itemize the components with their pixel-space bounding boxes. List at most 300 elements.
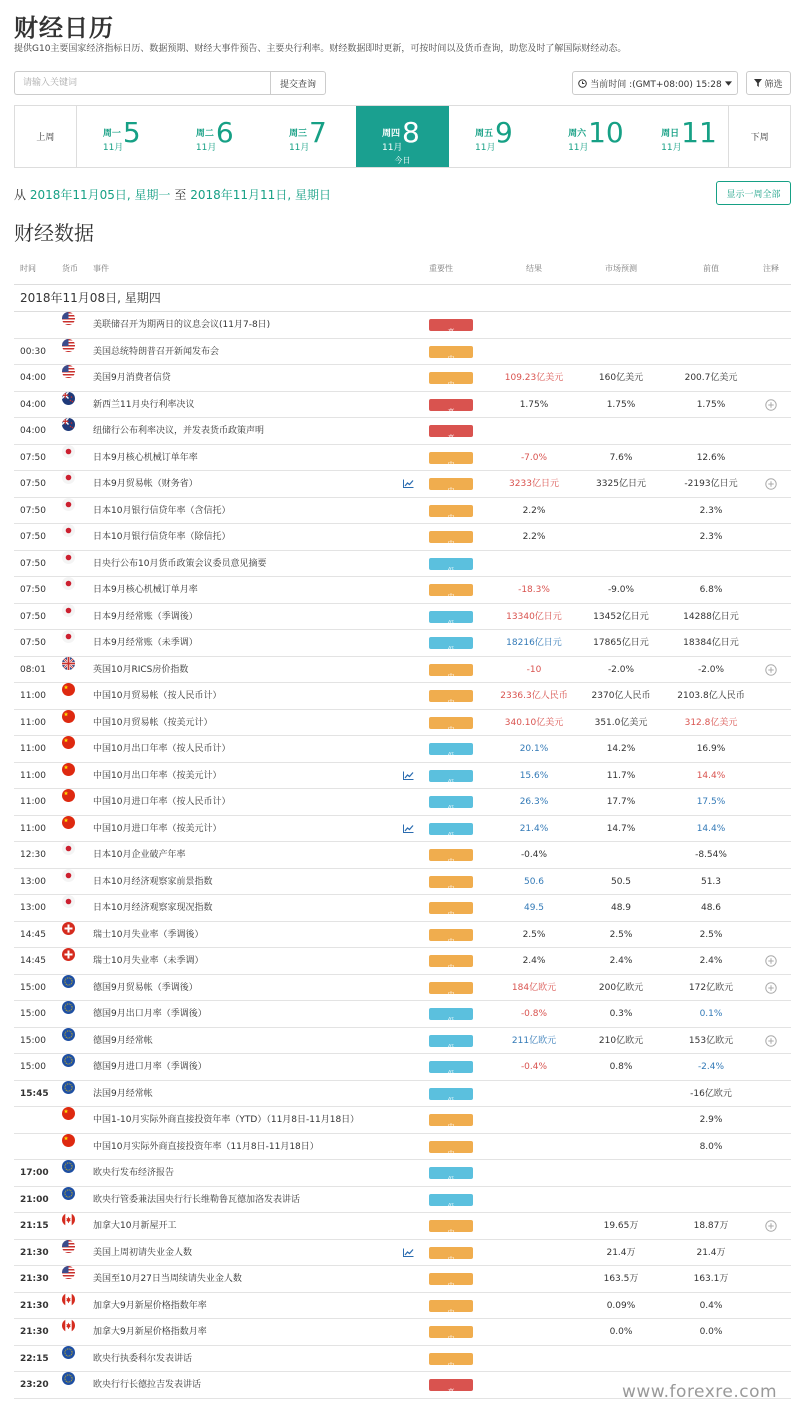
table-row <box>14 895 791 922</box>
importance-badge: 中 <box>429 478 473 490</box>
forecast-value: 163.5万 <box>603 1274 639 1284</box>
day-month: 11月 <box>661 143 682 153</box>
eu-flag-icon <box>62 1346 75 1359</box>
importance-badge: 中 <box>429 1273 473 1285</box>
importance-badge: 中 <box>429 876 473 888</box>
result-value: -18.3% <box>518 585 550 595</box>
table-row <box>14 842 791 869</box>
result-value: 2336.3亿人民币 <box>500 691 568 701</box>
event-name: 日本9月贸易帐（财务省） <box>93 479 198 489</box>
filter-button[interactable] <box>746 71 791 95</box>
eu-flag-icon <box>62 1001 75 1014</box>
importance-badge: 中 <box>429 1247 473 1259</box>
importance-badge: 中 <box>429 531 473 543</box>
table-row <box>14 1160 791 1187</box>
table-row <box>14 1134 791 1161</box>
day-number: 8 <box>401 116 420 149</box>
importance-cell <box>429 551 473 577</box>
event-name: 瑞士10月失业率（季调後） <box>93 929 204 940</box>
table-header <box>14 263 791 276</box>
previous-value: 0.1% <box>699 1009 723 1019</box>
clock-icon <box>578 79 587 88</box>
previous-value: 2103.8亿人民币 <box>677 691 745 701</box>
event-time: 15:00 <box>20 982 46 993</box>
forecast-value: 19.65万 <box>603 1221 639 1231</box>
table-row <box>14 630 791 657</box>
event-name: 加拿大10月新屋开工 <box>93 1221 177 1231</box>
table-row <box>14 339 791 366</box>
ch-flag-icon <box>62 922 75 935</box>
event-time: 11:00 <box>20 770 46 781</box>
event-time: 22:15 <box>20 1353 49 1364</box>
importance-cell <box>429 392 473 418</box>
event-name: 日本10月银行信贷年率（除信托） <box>93 532 231 542</box>
event-time: 07:50 <box>20 505 46 516</box>
day-tab-wed[interactable] <box>263 106 356 167</box>
event-name: 加拿大9月新屋价格指数年率 <box>93 1300 207 1311</box>
forecast-value: 2.5% <box>609 929 633 940</box>
event-name: 日本10月银行信贷年率（含信托） <box>93 505 231 516</box>
date-range <box>14 186 331 203</box>
eu-flag-icon <box>62 1081 75 1094</box>
day-number: 10 <box>588 116 624 149</box>
previous-value: 2.5% <box>699 929 723 940</box>
event-time: 07:50 <box>20 638 46 648</box>
importance-badge: 中 <box>429 717 473 729</box>
cn-flag-icon <box>62 736 75 749</box>
importance-cell <box>429 683 473 709</box>
day-month: 11月 <box>102 143 124 153</box>
eu-flag-icon <box>62 1187 75 1200</box>
event-time: 17:00 <box>20 1168 49 1178</box>
event-name: 中国10月贸易帐（按人民币计） <box>93 691 222 701</box>
result-value: 2.4% <box>522 956 546 966</box>
forecast-value: 14.2% <box>606 744 636 754</box>
event-time: 07:50 <box>20 452 46 463</box>
next-week-button[interactable]: 下周 <box>728 106 790 167</box>
event-name: 美国9月消费者信贷 <box>93 373 171 383</box>
day-tab-mon[interactable] <box>77 106 170 167</box>
table-row <box>14 710 791 737</box>
jp-flag-icon <box>62 895 75 908</box>
table-row <box>14 789 791 816</box>
importance-cell <box>429 604 473 630</box>
day-month: 11月 <box>381 143 403 153</box>
importance-cell <box>429 1134 473 1160</box>
us-flag-icon <box>62 339 75 352</box>
table-row <box>14 498 791 525</box>
previous-value: 2.3% <box>699 505 723 516</box>
result-value: -10 <box>526 664 542 675</box>
importance-badge: 中 <box>429 1141 473 1153</box>
table-row <box>14 551 791 578</box>
event-time: 23:20 <box>20 1380 49 1390</box>
day-name: 周五 <box>475 129 494 139</box>
header-currency: 货币 <box>62 264 78 273</box>
table-row <box>14 365 791 392</box>
importance-badge: 中 <box>429 505 473 517</box>
result-value: -0.8% <box>520 1009 548 1019</box>
previous-value: -2.4% <box>697 1062 725 1072</box>
importance-cell <box>429 869 473 895</box>
event-time: 15:00 <box>20 1035 46 1046</box>
us-flag-icon <box>62 1240 75 1253</box>
ch-flag-icon <box>62 948 75 961</box>
day-tab-thu[interactable] <box>356 106 449 167</box>
jp-flag-icon <box>62 577 75 590</box>
importance-badge: 中 <box>429 664 473 676</box>
importance-cell <box>429 339 473 365</box>
event-name: 欧央行管委兼法国央行行长维勒鲁瓦德加洛发表讲话 <box>93 1194 301 1205</box>
jp-flag-icon <box>62 869 75 882</box>
expand-plus-icon[interactable] <box>756 399 786 414</box>
forecast-value: 200亿欧元 <box>598 982 644 993</box>
range-end: 2018年11月11日, 星期日 <box>190 188 331 202</box>
watermark: www.forexre.com <box>622 1382 778 1402</box>
importance-badge: 低 <box>429 823 473 835</box>
header-result: 结果 <box>526 264 542 273</box>
cn-flag-icon <box>62 1107 75 1120</box>
previous-value: 312.8亿美元 <box>684 717 738 728</box>
importance-badge: 低 <box>429 796 473 808</box>
importance-cell <box>429 365 473 391</box>
importance-cell <box>429 1001 473 1027</box>
previous-value: 2.9% <box>699 1115 723 1125</box>
importance-cell <box>429 418 473 444</box>
event-time: 15:45 <box>20 1088 49 1099</box>
previous-value: 14.4% <box>696 823 726 834</box>
expand-plus-icon[interactable] <box>756 955 786 970</box>
importance-cell <box>429 471 473 497</box>
event-time: 13:00 <box>20 876 46 887</box>
jp-flag-icon <box>62 498 75 511</box>
table-row <box>14 869 791 896</box>
result-value: 18216亿日元 <box>506 638 562 648</box>
day-tab-fri[interactable] <box>449 106 542 167</box>
table-row <box>14 1054 791 1081</box>
previous-value: 153亿欧元 <box>688 1035 734 1046</box>
importance-badge: 中 <box>429 929 473 941</box>
table-row <box>14 1028 791 1055</box>
day-name: 周六 <box>568 129 587 139</box>
result-value: 109.23亿美元 <box>504 373 564 383</box>
previous-value: 48.6 <box>700 903 722 913</box>
importance-cell <box>429 1187 473 1213</box>
show-week-button[interactable]: 显示一周全部 <box>716 181 791 205</box>
event-name: 纽储行公布利率决议，并发表货币政策声明 <box>93 426 265 436</box>
day-name: 周四 <box>381 129 400 139</box>
forecast-value: 160亿美元 <box>598 373 644 383</box>
importance-cell <box>429 1107 473 1133</box>
importance-cell <box>429 630 473 656</box>
importance-cell <box>429 312 473 338</box>
search-input[interactable] <box>14 71 271 95</box>
importance-badge: 低 <box>429 1061 473 1073</box>
event-name: 英国10月RICS房价指数 <box>93 664 189 675</box>
event-time: 11:00 <box>20 744 46 754</box>
event-name: 美国至10月27日当周续请失业金人数 <box>93 1274 242 1284</box>
event-name: 美国总统特朗普召开新闻发布会 <box>93 346 220 357</box>
forecast-value: -9.0% <box>607 585 635 595</box>
table-row <box>14 1001 791 1028</box>
forecast-value: 17865亿日元 <box>593 638 649 648</box>
day-name: 周一 <box>102 129 121 139</box>
importance-cell <box>429 1081 473 1107</box>
table-row <box>14 445 791 472</box>
forecast-value: 48.9 <box>610 903 632 913</box>
day-tab-sun[interactable] <box>635 106 728 167</box>
importance-badge: 中 <box>429 584 473 596</box>
previous-value: 12.6% <box>696 452 726 463</box>
event-time: 15:00 <box>20 1009 46 1019</box>
event-time: 21:30 <box>20 1300 49 1311</box>
result-value: 49.5 <box>523 903 545 913</box>
importance-badge: 高 <box>429 319 473 331</box>
importance-cell <box>429 763 473 789</box>
previous-value: 17.5% <box>696 797 726 807</box>
event-time: 13:00 <box>20 903 46 913</box>
event-name: 美国上周初请失业金人数 <box>93 1247 193 1258</box>
event-name: 日本9月经常账（未季调） <box>93 638 198 648</box>
event-name: 新西兰11月央行利率决议 <box>93 399 195 410</box>
us-flag-icon <box>62 312 75 325</box>
event-time: 08:01 <box>20 664 46 675</box>
importance-badge: 低 <box>429 1008 473 1020</box>
us-flag-icon <box>62 365 75 378</box>
search-button[interactable]: 提交查询 <box>270 71 326 95</box>
forecast-value: 11.7% <box>606 770 636 781</box>
event-time: 21:30 <box>20 1247 49 1258</box>
expand-plus-icon[interactable] <box>756 478 786 493</box>
result-value: -7.0% <box>520 452 548 463</box>
expand-plus-icon[interactable] <box>756 664 786 679</box>
jp-flag-icon <box>62 551 75 564</box>
table-row <box>14 392 791 419</box>
event-name: 日本10月经济观察家现况指数 <box>93 903 213 913</box>
importance-badge: 中 <box>429 1326 473 1338</box>
importance-cell <box>429 975 473 1001</box>
event-name: 瑞士10月失业率（未季调） <box>93 956 204 966</box>
expand-plus-icon[interactable] <box>756 1220 786 1235</box>
importance-cell <box>429 736 473 762</box>
jp-flag-icon <box>62 445 75 458</box>
event-time: 07:50 <box>20 558 46 569</box>
previous-value: 0.0% <box>699 1327 723 1337</box>
week-selector <box>14 105 791 168</box>
importance-badge: 低 <box>429 637 473 649</box>
range-middle: 至 <box>174 188 187 202</box>
importance-cell <box>429 789 473 815</box>
header-importance: 重要性 <box>429 264 453 273</box>
day-name: 周二 <box>195 129 214 139</box>
event-name: 中国10月贸易帐（按美元计） <box>93 717 213 728</box>
event-name: 美联储召开为期两日的议息会议(11月7-8日) <box>93 320 271 330</box>
previous-value: 0.4% <box>699 1300 723 1311</box>
importance-cell <box>429 922 473 948</box>
header-note: 注释 <box>763 264 779 273</box>
importance-cell <box>429 1054 473 1080</box>
result-value: 1.75% <box>519 399 549 410</box>
importance-cell <box>429 816 473 842</box>
previous-value: -2.0% <box>697 664 725 675</box>
result-value: -0.4% <box>520 1062 548 1072</box>
importance-badge: 低 <box>429 770 473 782</box>
result-value: 21.4% <box>519 823 549 834</box>
event-time: 04:00 <box>20 399 46 410</box>
importance-cell <box>429 1028 473 1054</box>
table-row <box>14 1081 791 1108</box>
caret-down-icon <box>725 81 732 86</box>
expand-plus-icon[interactable] <box>756 982 786 997</box>
table-row <box>14 1319 791 1346</box>
table-row <box>14 816 791 843</box>
event-name: 中国10月进口年率（按人民币计） <box>93 797 231 807</box>
importance-badge: 低 <box>429 558 473 570</box>
previous-value: 2.3% <box>699 532 723 542</box>
previous-value: 6.8% <box>699 585 723 595</box>
timezone-dropdown[interactable] <box>572 71 738 95</box>
previous-value: 14288亿日元 <box>683 611 739 622</box>
result-value: 3233亿日元 <box>509 479 559 489</box>
event-time: 04:00 <box>20 373 46 383</box>
forecast-value: 50.5 <box>610 876 632 887</box>
event-time: 07:50 <box>20 479 46 489</box>
page-description: 提供G10主要国家经济指标日历、数据预期、财经大事件预告、主要央行利率。财经数据即时更新，可按时间以及货币查询，助您及时了解国际财经动态。 <box>14 44 627 54</box>
eu-flag-icon <box>62 1372 75 1385</box>
table-row <box>14 1266 791 1293</box>
importance-cell <box>429 895 473 921</box>
filter-label: 筛选 <box>764 79 783 90</box>
previous-value: 16.9% <box>696 744 726 754</box>
table-row <box>14 1346 791 1373</box>
date-heading: 2018年11月08日, 星期四 <box>14 284 791 312</box>
event-time: 21:00 <box>20 1194 49 1205</box>
nz-flag-icon <box>62 418 75 431</box>
day-number: 11 <box>681 116 717 149</box>
event-name: 欧央行行长德拉吉发表讲话 <box>93 1380 202 1390</box>
result-value: 20.1% <box>519 744 549 754</box>
event-time: 14:45 <box>20 956 46 966</box>
prev-week-button[interactable]: 上周 <box>15 106 77 167</box>
importance-cell <box>429 1293 473 1319</box>
event-time: 07:50 <box>20 532 46 542</box>
day-tab-sat[interactable] <box>542 106 635 167</box>
chart-icon[interactable] <box>403 771 419 783</box>
cn-flag-icon <box>62 1134 75 1147</box>
result-value: 2.5% <box>522 929 546 940</box>
day-month: 11月 <box>195 143 217 153</box>
table-row <box>14 922 791 949</box>
chart-icon[interactable] <box>403 824 419 836</box>
previous-value: 163.1万 <box>693 1274 729 1284</box>
event-name: 德国9月经常帐 <box>93 1035 153 1046</box>
importance-badge: 中 <box>429 902 473 914</box>
day-month: 11月 <box>288 143 310 153</box>
importance-badge: 高 <box>429 1379 473 1391</box>
previous-value: -8.54% <box>695 850 727 860</box>
importance-badge: 中 <box>429 346 473 358</box>
day-name: 周三 <box>288 129 307 139</box>
eu-flag-icon <box>62 1054 75 1067</box>
result-value: 13340亿日元 <box>506 611 562 622</box>
importance-badge: 中 <box>429 849 473 861</box>
today-label: 今日 <box>394 156 411 165</box>
previous-value: 21.4万 <box>696 1247 726 1258</box>
importance-badge: 高 <box>429 425 473 437</box>
table-row <box>14 604 791 631</box>
importance-cell <box>429 842 473 868</box>
previous-value: 200.7亿美元 <box>684 373 738 383</box>
forecast-value: 13452亿日元 <box>593 611 649 622</box>
chart-icon[interactable] <box>403 1248 419 1260</box>
event-time: 14:45 <box>20 929 46 940</box>
table-row <box>14 948 791 975</box>
event-time: 12:30 <box>20 850 46 860</box>
event-time: 07:50 <box>20 585 46 595</box>
table-row <box>14 683 791 710</box>
importance-badge: 中 <box>429 372 473 384</box>
expand-plus-icon[interactable] <box>756 1035 786 1050</box>
event-time: 04:00 <box>20 426 46 436</box>
importance-badge: 低 <box>429 1194 473 1206</box>
ca-flag-icon <box>62 1319 75 1332</box>
event-name: 中国10月出口年率（按人民币计） <box>93 744 231 754</box>
event-name: 中国10月实际外商直接投资年率（11月8日-11月18日） <box>93 1141 319 1152</box>
day-number: 5 <box>122 116 141 149</box>
result-value: 50.6 <box>523 876 545 887</box>
event-name: 日本10月经济观察家前景指数 <box>93 876 213 887</box>
importance-cell <box>429 1213 473 1239</box>
importance-badge: 低 <box>429 1035 473 1047</box>
event-time: 11:00 <box>20 823 46 834</box>
jp-flag-icon <box>62 471 75 484</box>
day-tab-tue[interactable] <box>170 106 263 167</box>
importance-badge: 中 <box>429 1353 473 1365</box>
importance-badge: 低 <box>429 611 473 623</box>
event-time: 21:15 <box>20 1221 49 1231</box>
importance-cell <box>429 1266 473 1292</box>
importance-cell <box>429 445 473 471</box>
table-row <box>14 657 791 684</box>
eu-flag-icon <box>62 1028 75 1041</box>
ca-flag-icon <box>62 1293 75 1306</box>
event-time: 21:30 <box>20 1327 49 1337</box>
forecast-value: 17.7% <box>606 797 636 807</box>
jp-flag-icon <box>62 842 75 855</box>
chart-icon[interactable] <box>403 479 419 491</box>
previous-value: -2193亿日元 <box>684 479 738 489</box>
jp-flag-icon <box>62 630 75 643</box>
result-value: 15.6% <box>519 770 549 781</box>
event-name: 日央行公布10月货币政策会议委员意见摘要 <box>93 558 267 569</box>
day-month: 11月 <box>568 143 589 153</box>
range-prefix: 从 <box>14 188 27 202</box>
forecast-value: 3325亿日元 <box>596 479 646 489</box>
forecast-value: 0.0% <box>609 1327 633 1337</box>
importance-badge: 中 <box>429 1114 473 1126</box>
section-title: 财经数据 <box>14 221 94 245</box>
table-row <box>14 577 791 604</box>
event-name: 欧央行发布经济报告 <box>93 1168 175 1178</box>
event-name: 德国9月贸易帐（季调後） <box>93 982 198 993</box>
importance-badge: 低 <box>429 743 473 755</box>
event-time: 21:30 <box>20 1274 49 1284</box>
table-row <box>14 1293 791 1320</box>
importance-cell <box>429 498 473 524</box>
forecast-value: -2.0% <box>607 664 635 675</box>
event-time: 15:00 <box>20 1062 46 1072</box>
day-number: 9 <box>495 116 513 149</box>
